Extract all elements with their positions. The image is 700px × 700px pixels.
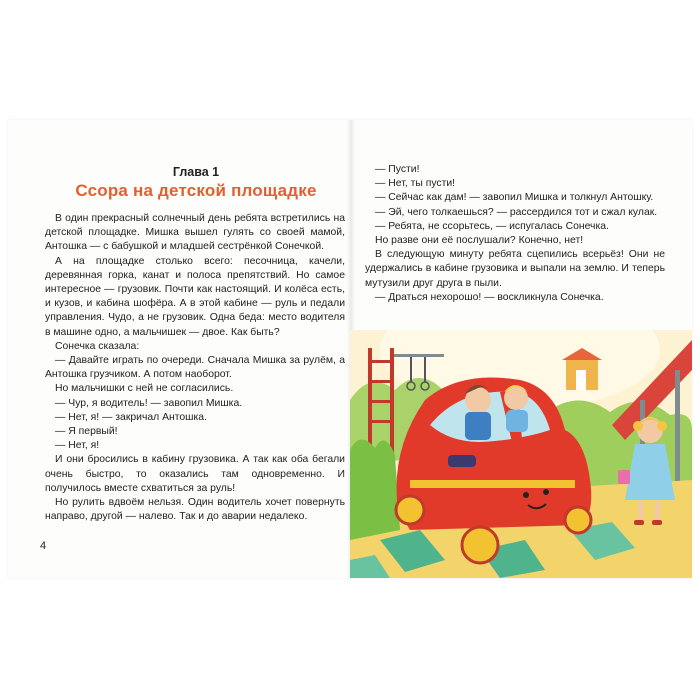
slide-post [675,370,680,500]
paragraph: В один прекрасный солнечный день ребята встретились на детской площадке. Мишка вышел гулять со своей мамой, Антошка — с бабушкой и младшей сестрёнкой Сонечкой. [45,213,345,253]
paragraph: Сонечка сказала: [55,340,140,352]
right-page-text [365,163,665,305]
page-number: 4 [40,540,47,552]
paragraph: — Пусти! [375,164,420,175]
chapter-label: Глава 1 [172,165,220,179]
paragraph: — Эй, чего толкаешься? — рассердился тот и сжал кулак. [375,206,658,218]
paragraph: — Нет, ты пусти! [375,178,456,190]
paragraph: Но мальчишки с ней не согласились. [55,383,234,395]
paragraph: А на площадке столько всего: песочница, качели, деревянная горка, канат и полоса препятствий. Но самое интересное — грузовик. Почти как настоящий. И колёса есть, и кузов, и кабина шофёра. А в этой кабине — руль и педали управления. Чудо, а не грузовик. Одна беда: место водителя в машине одно, а мальчишек — двое. Как быть? [45,255,345,338]
paragraph: И они бросились в кабину грузовика. А так как оба бегали очень быстро, то оказались там одновременно. И получилось вместе схватиться за руль! [45,454,345,494]
foreground-grass [350,439,400,540]
paragraph: — Я первый! [55,426,118,438]
paragraph: — Нет, я! [55,440,100,452]
left-page-text [45,212,345,524]
paragraph: — Нет, я! — закричал Антошка. [55,411,207,423]
paragraph: — Чур, я водитель! — завопил Мишка. [55,397,243,409]
paragraph: В следующую минуту ребята сцепились всерьёз! Они не удержались в кабине грузовика и выпали на землю. И теперь мутузили друг друга в пыли. [365,249,665,289]
paragraph: — Ребята, не ссорьтесь, — испугалась Сонечка. [375,220,609,232]
chapter-title: Ссора на детской площадке [75,181,317,200]
paragraph: — Сейчас как дам! — завопил Мишка и толкнул Антошку. [375,192,654,204]
paragraph: Но разве они её послушали? Конечно, нет! [375,235,584,247]
paragraph: Но рулить вдвоём нельзя. Один водитель хочет повернуть направо, другой — налево. Так и до аварии недалеко. [45,497,345,523]
paragraph: — Драться нехорошо! — воскликнула Сонечка. [375,291,604,303]
paragraph: — Давайте играть по очереди. Сначала Мишка за рулём, а Антошка грузчиком. А потом наоборот. [45,355,345,381]
playground-illustration [350,330,692,578]
